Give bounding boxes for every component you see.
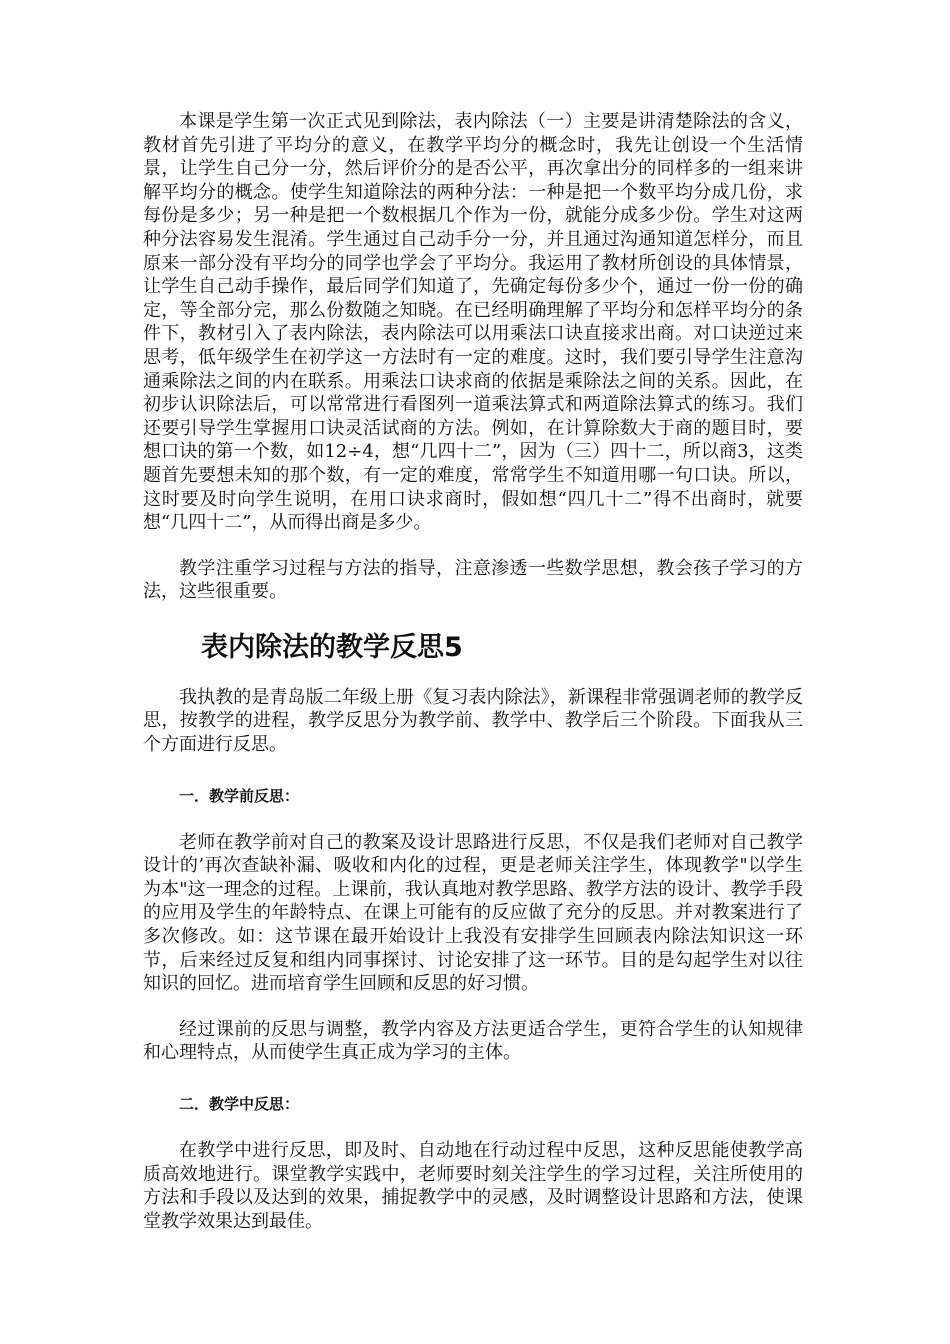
body-paragraph: 老师在教学前对自己的教案及设计思路进行反思，不仅是我们老师对自己教学设计的’再次查缺补漏、吸收和内化的过程，更是老师关注学生，体现教学"以学生为本"这一理念的过程。上课前，我认真地对教学思路、教学方法的设计、教学手段的应用及学生的年龄特点、在课上可能有的反应做了充分的反思。并对教案进行了多次修改。如：这节课在最开始设计上我没有安排学生回顾表内除法知识这一环节，后来经过反复和组内同事探讨、讨论安排了这一环节。目的是勾起学生对以往知识的回忆。进而培育学生回顾和反思的好习惯。 (143, 831, 803, 995)
document-page (143, 110, 803, 1233)
body-paragraph: 在教学中进行反思，即及时、自动地在行动过程中反思，这种反思能使教学高质高效地进行。课堂教学实践中，老师要时刻关注学生的学习过程，关注所使用的方法和手段以及达到的效果，捕捉教学中的灵感，及时调整设计思路和方法，使课堂教学效果达到最佳。 (143, 1140, 803, 1232)
section-title: 表内除法的教学反思5 (201, 631, 463, 663)
body-paragraph: 本课是学生第一次正式见到除法，表内除法（一）主要是讲清楚除法的含义，教材首先引进了平均分的意义，在教学平均分的概念时，我先让创设一个生活情景，让学生自己分一分，然后评价分的是否公平，再次拿出分的同样多的一组来讲解平均分的概念。使学生知道除法的两种分法：一种是把一个数平均分成几份，求每份是多少；另一种是把一个数根据几个作为一份，就能分成多少份。学生对这两种分法容易发生混淆。学生通过自己动手分一分，并且通过沟通知道怎样分，而且原来一部分没有平均分的同学也学会了平均分。我运用了教材所创设的具体情景，让学生自己动手操作，最后同学们知道了，先确定每份多少个，通过一份一份的确定，等全部分完，那么份数随之知晓。在已经明确理解了平均分和怎样平均分的条件下，教材引入了表内除法，表内除法可以用乘法口诀直接求出商。对口诀逆过来思考，低年级学生在初学这一方法时有一定的难度。这时，我们要引导学生注意沟通乘除法之间的内在联系。用乘法口诀求商的依据是乘除法之间的关系。因此，在初步认识除法后，可以常常进行看图列一道乘法算式和两道除法算式的练习。我们还要引导学生掌握用口诀灵活试商的方法。例如，在计算除数大于商的题目时，要想口诀的第一个数，如12÷4，想“几四十二”，因为（三）四十二，所以商3，这类题首先要想未知的那个数，有一定的难度，常常学生不知道用哪一句口诀。所以，这时要及时向学生说明，在用口诀求商时，假如想“四几十二”得不出商时，就要想“几四十二”，从而得出商是多少。 (143, 111, 803, 534)
body-paragraph: 经过课前的反思与调整，教学内容及方法更适合学生，更符合学生的认知规律和心理特点，从而使学生真正成为学习的主体。 (143, 1018, 803, 1064)
subsection-heading: 二．教学中反思： (179, 1095, 300, 1113)
body-paragraph: 教学注重学习过程与方法的指导，注意渗透一些数学思想，教会孩子学习的方法，这些很重要。 (143, 557, 803, 603)
body-paragraph: 我执教的是青岛版二年级上册《复习表内除法》，新课程非常强调老师的教学反思，按教学的进程，教学反思分为教学前、教学中、教学后三个阶段。下面我从三个方面进行反思。 (143, 686, 803, 756)
subsection-heading: 一．教学前反思： (179, 786, 300, 805)
